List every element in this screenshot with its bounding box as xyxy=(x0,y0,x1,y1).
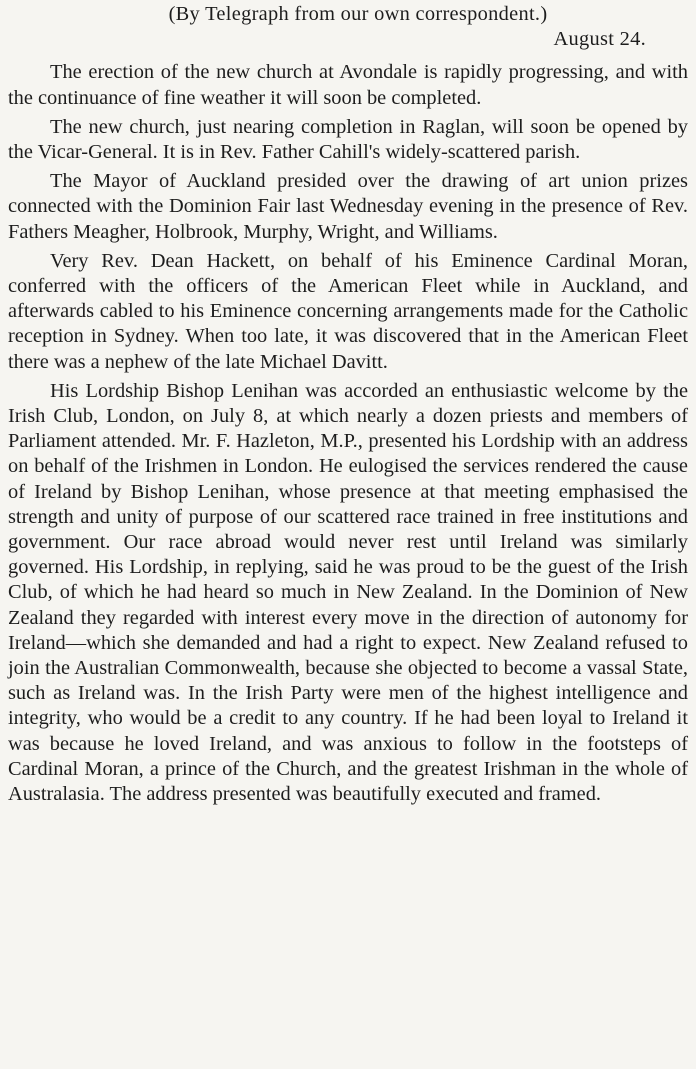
paragraph-raglan-church: The new church, just nearing completion in Raglan, will soon be opened by the Vicar-General. It is in Rev. Father Cahill's widely-scattered parish. xyxy=(8,115,688,164)
source-line: (By Telegraph from our own correspondent.) xyxy=(168,3,548,25)
paragraph-bishop-lenihan: His Lordship Bishop Lenihan was accorded an enthusiastic welcome by the Irish Club, London, on July 8, at which nearly a dozen priests and members of Parliament attended. Mr. F. Hazleton, M.P., presented his Lordship with an address on behalf of the Irishmen in London. He eulogised the services rendered the cause of Ireland by Bishop Lenihan, whose presence at that meeting emphasised the strength and unity of purpose of our scattered race trained in free institutions and government. Our race abroad would never rest until Ireland was similarly governed. His Lordship, in replying, said he was proud to be the guest of the Irish Club, of which he had heard so much in New Zealand. In the Dominion of New Zealand they regarded with interest every move in the direction of autonomy for Ireland—which she demanded and had a right to expect. New Zealand refused to join the Australian Commonwealth, because she objected to become a vassal State, such as Ireland was. In the Irish Party were men of the highest intelligence and integrity, who would be a credit to any country. If he had been loyal to Ireland it was because he loved Ireland, and was anxious to follow in the footsteps of Cardinal Moran, a prince of the Church, and the greatest Irishman in the whole of Australasia. The address presented was beautifully executed and framed. xyxy=(8,379,688,806)
paragraph-art-union: The Mayor of Auckland presided over the drawing of art union prizes connected with the Dominion Fair last Wednesday evening in the presence of Rev. Fathers Meagher, Holbrook, Murphy, Wright, and Williams. xyxy=(8,170,688,243)
date-line: August 24. xyxy=(553,28,646,51)
paragraph-avondale-church: The erection of the new church at Avondale is rapidly progressing, and with the continuance of fine weather it will soon be completed. xyxy=(8,61,688,109)
paragraph-american-fleet: Very Rev. Dean Hackett, on behalf of his Eminence Cardinal Moran, conferred with the officers of the American Fleet while in Auckland, and afterwards cabled to his Eminence concerning arrangements made for the Catholic reception in Sydney. When too late, it was discovered that in the American Fleet there was a nephew of the late Michael Davitt. xyxy=(8,249,688,373)
